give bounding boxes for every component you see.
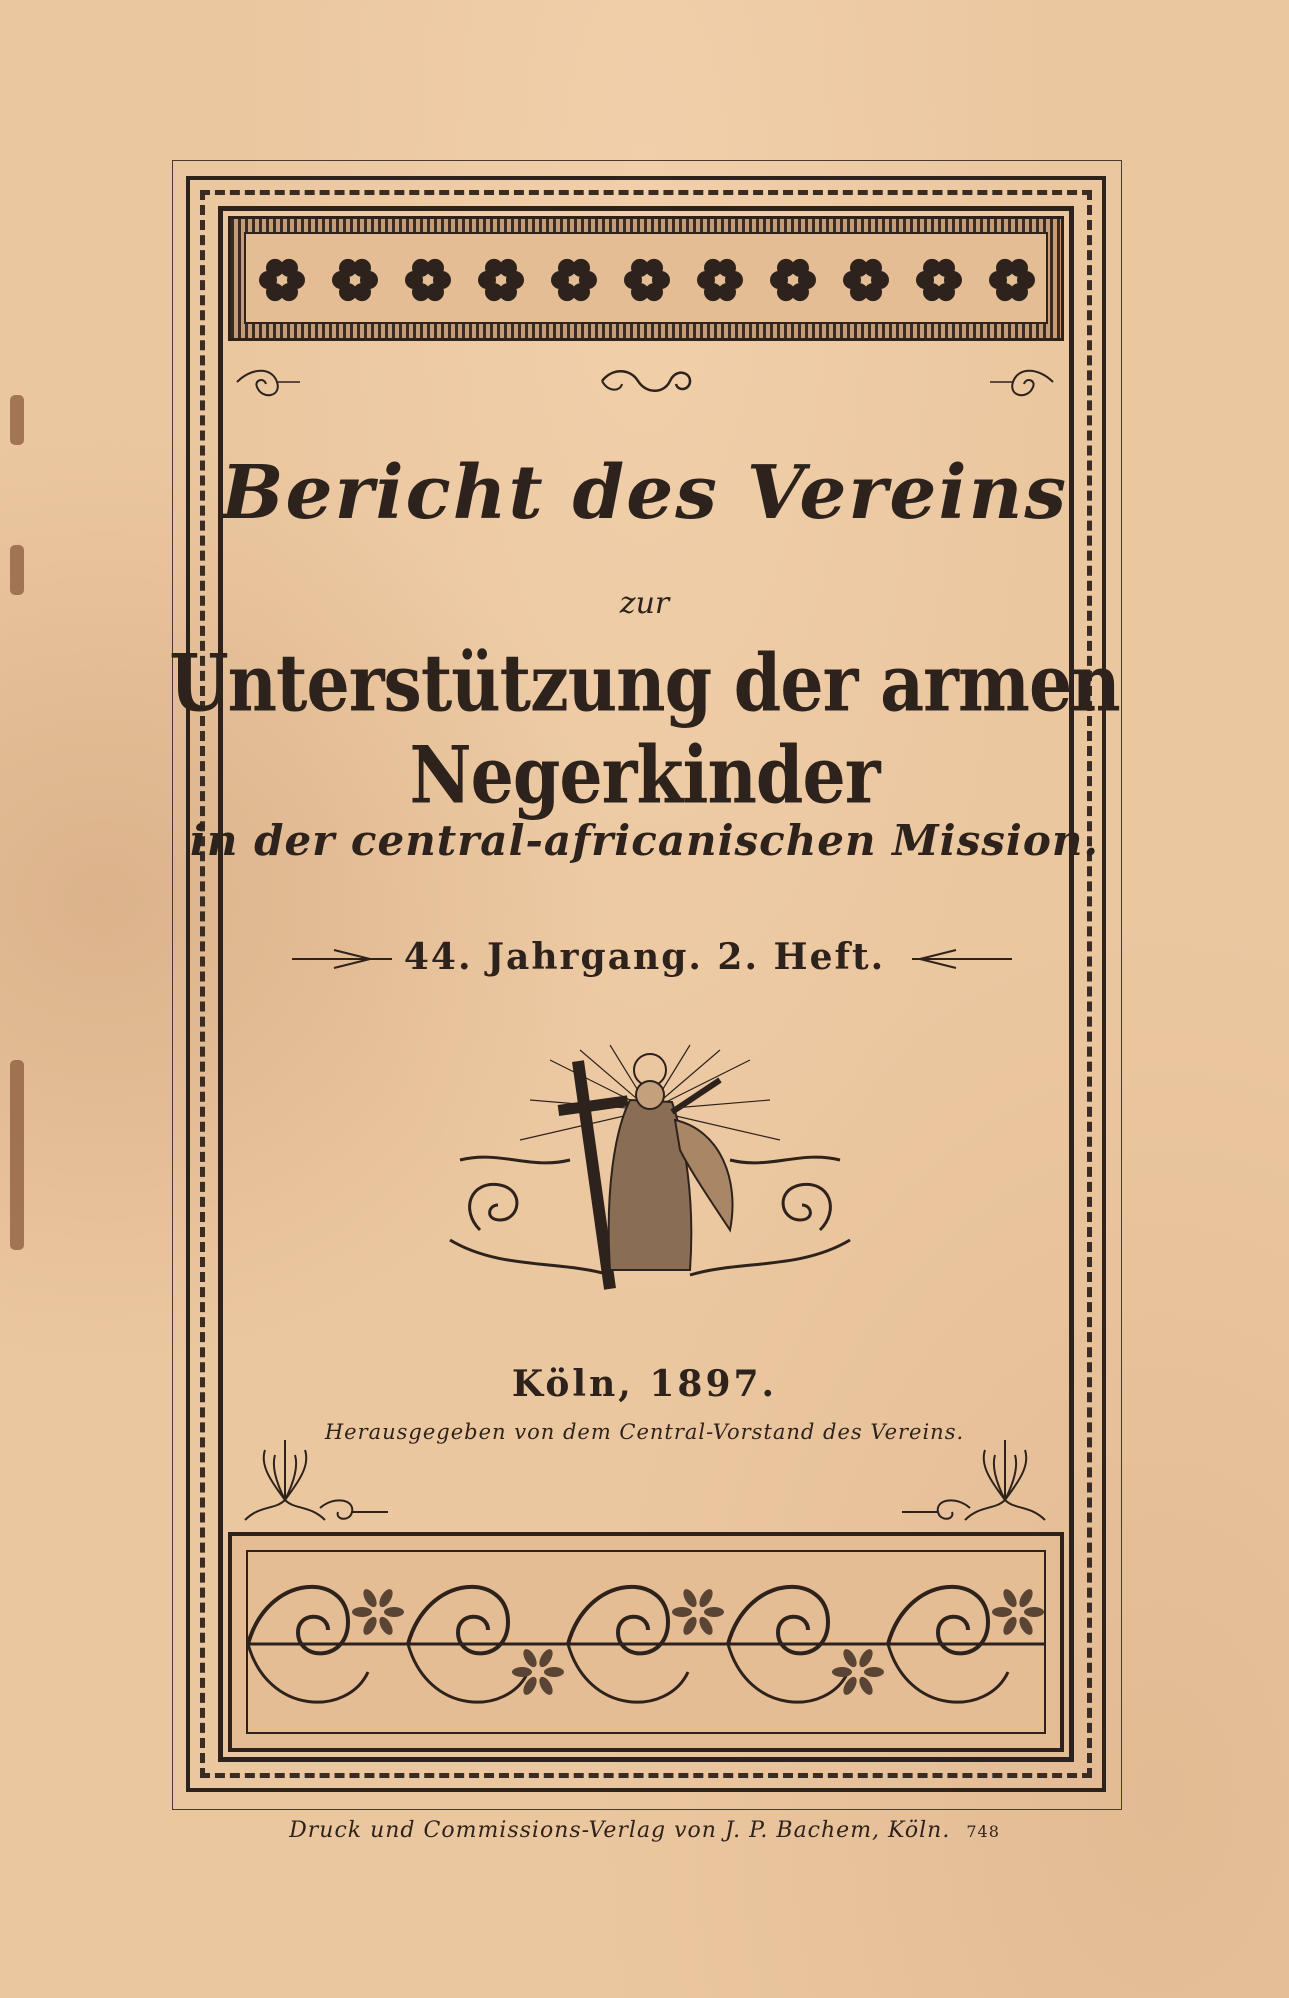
rosette-icon [770, 259, 816, 301]
rosette-icon [624, 259, 670, 301]
floral-scroll-frieze-icon [246, 1550, 1046, 1734]
spine-wear-mark [10, 395, 24, 445]
place-and-year: Köln, 1897. [511, 1363, 778, 1405]
rosette-icon [843, 259, 889, 301]
left-palmette-ornament-icon [240, 1430, 390, 1530]
spine-wear-mark [10, 1060, 24, 1250]
rosette-icon [916, 259, 962, 301]
title-heading: Bericht des Vereins [220, 450, 1069, 536]
print-number: 748 [966, 1822, 1000, 1841]
printer-imprint [0, 1818, 1289, 1843]
volume-issue: 44. Jahrgang. 2. Heft. [403, 936, 886, 978]
rosette-icon [478, 259, 524, 301]
left-scroll-ornament-icon [232, 362, 302, 402]
star-rosette-frieze-icon [244, 232, 1048, 324]
rosette-icon [551, 259, 597, 301]
rosette-icon [259, 259, 305, 301]
left-pointing-arrow-icon [918, 946, 958, 972]
rosette-icon [332, 259, 378, 301]
title-subline: in der central-africanischen Mission. [189, 816, 1100, 865]
title-main-line: Unterstützung der armen Negerkinder [169, 638, 1120, 822]
rosette-icon [697, 259, 743, 301]
publisher-line: Herausgegeben von dem Central-Vorstand des Vereins. [324, 1420, 965, 1444]
rosette-icon [405, 259, 451, 301]
printer-text: Druck und Commissions-Verlag von J. P. Bachem, Köln. [289, 1818, 951, 1843]
rosette-icon [989, 259, 1035, 301]
title-connector: zur [619, 586, 670, 621]
center-scroll-ornament-icon [598, 364, 694, 398]
angel-with-cross-vignette-icon [440, 1040, 860, 1300]
right-scroll-ornament-icon [988, 362, 1058, 402]
right-palmette-ornament-icon [900, 1430, 1050, 1530]
